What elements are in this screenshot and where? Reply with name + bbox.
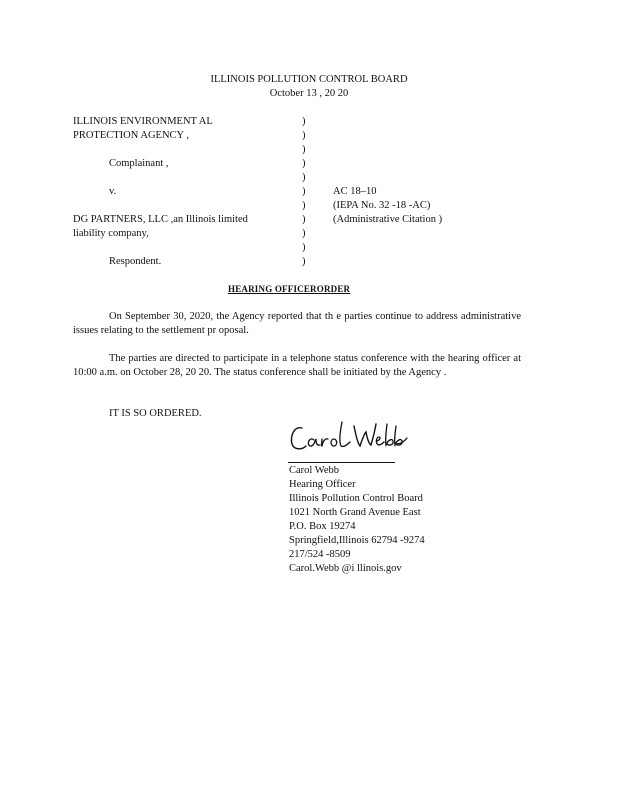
paragraph-1: [73, 310, 521, 338]
signer-email: Carol.Webb @i llinois.gov: [289, 563, 402, 574]
paragraph-2: [73, 352, 521, 380]
paren: ): [302, 158, 306, 169]
paragraph-1-text: On September 30, 2020, the Agency reported that th e parties continue to address administrative issues relating to the settlement pr oposal.: [73, 311, 521, 336]
paren: ): [302, 116, 306, 127]
paren: ): [302, 228, 306, 239]
paren: ): [302, 130, 306, 141]
paren: ): [302, 172, 306, 183]
paren: ): [302, 200, 306, 211]
respondent-role: Respondent.: [109, 256, 162, 267]
signer-city: Springfield,Illinois 62794 -9274: [289, 535, 425, 546]
document-title: HEARING OFFICERORDER: [228, 284, 351, 294]
paren: ): [302, 144, 306, 155]
respondent-name-line2: liability company,: [73, 228, 149, 239]
paragraph-2-text: The parties are directed to participate in a telephone status conference with the hearing officer at 10:00 a.m. on October 28, 20 20. The status conference shall be initiated by the Agency .: [73, 353, 521, 378]
signer-street: 1021 North Grand Avenue East: [289, 507, 421, 518]
case-number: AC 18–10: [333, 186, 377, 197]
signature-line: [288, 462, 395, 463]
complainant-name-line1: ILLINOIS ENVIRONMENT AL: [73, 116, 213, 127]
iepa-number: (IEPA No. 32 -18 -AC): [333, 200, 431, 211]
board-name: ILLINOIS POLLUTION CONTROL BOARD: [210, 74, 408, 85]
complainant-role: Complainant ,: [109, 158, 169, 169]
so-ordered: IT IS SO ORDERED.: [109, 408, 202, 419]
signer-title: Hearing Officer: [289, 479, 356, 490]
paren: ): [302, 214, 306, 225]
signature-block: [289, 464, 425, 576]
caption-parens: [302, 115, 306, 269]
signer-organization: Illinois Pollution Control Board: [289, 493, 423, 504]
signer-phone: 217/524 -8509: [289, 549, 351, 560]
order-date: October 13 , 20 20: [269, 88, 349, 99]
complainant-name-line2: PROTECTION AGENCY ,: [73, 130, 189, 141]
paren: ): [302, 186, 306, 197]
versus-label: v.: [109, 186, 117, 197]
signer-pobox: P.O. Box 19274: [289, 521, 356, 532]
citation-type: (Administrative Citation ): [333, 214, 443, 225]
respondent-name-line1: DG PARTNERS, LLC ,an Illinois limited: [73, 214, 248, 225]
paren: ): [302, 242, 306, 253]
handwritten-signature: [288, 418, 413, 458]
paren: ): [302, 256, 306, 267]
signer-name: Carol Webb: [289, 465, 339, 476]
